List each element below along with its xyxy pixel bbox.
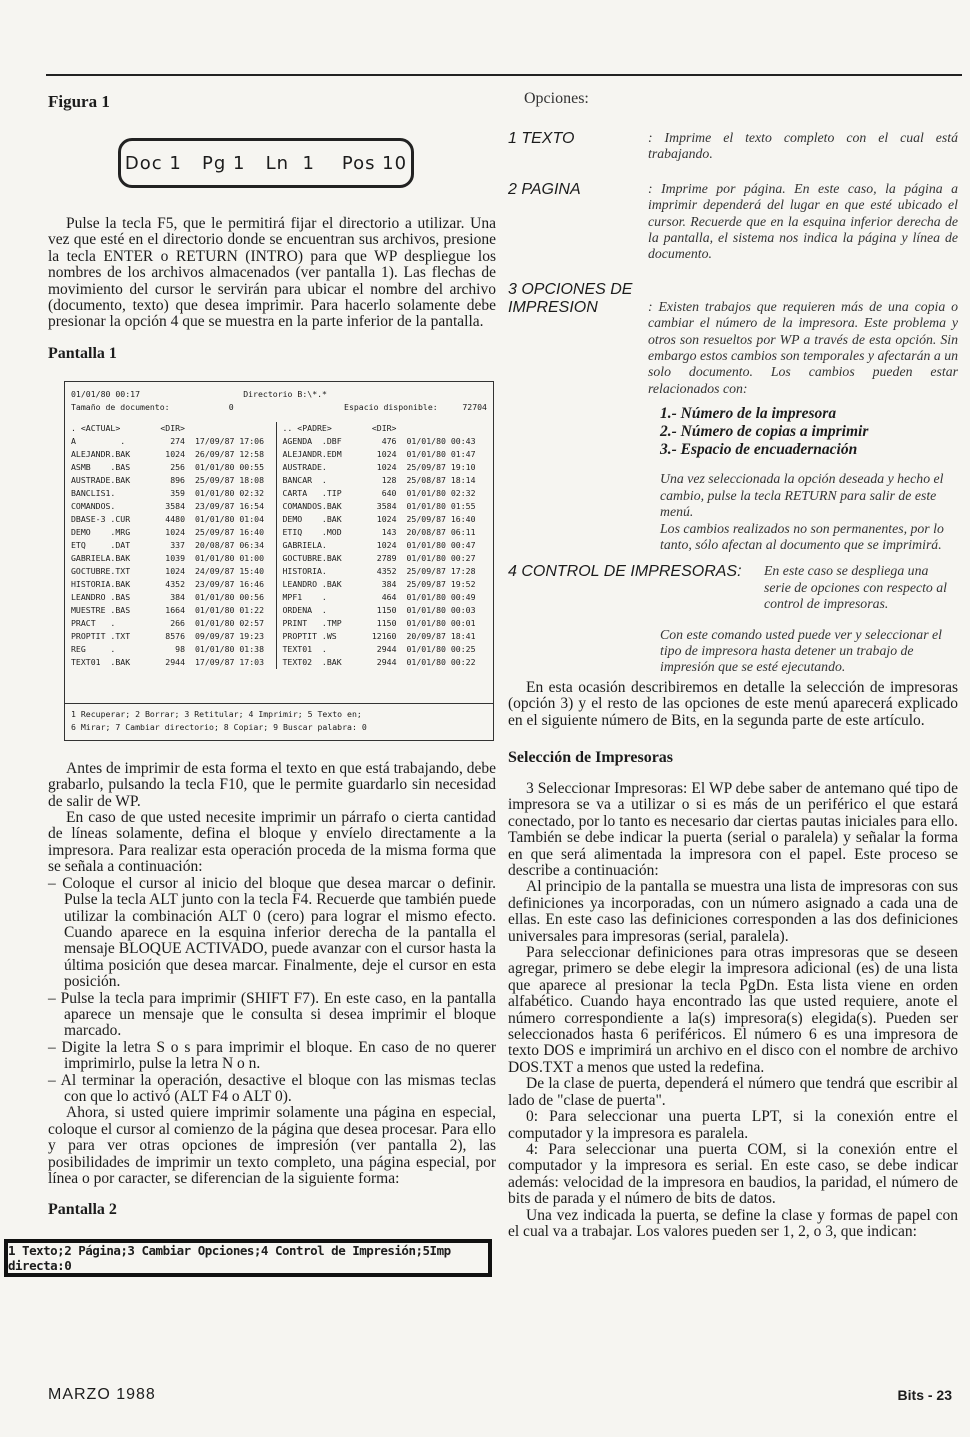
file-size: 274 [170,435,185,446]
file-name: TEXT02 .BAK [282,656,342,667]
free-space-value: 72704 [462,401,487,412]
option-pagina-desc: : Imprime por página. En este caso, la página a imprimir dependerá del lugar en que esté ubicado el cursor. Recuerde que en la esquina inferior derecha de la pantalla, el sistema nos indica la página y línea de documento. [648,180,958,262]
file-name: ASMB .BAS [71,461,131,472]
option-impresion-key-2: IMPRESION [508,298,598,316]
file-list-left [71,422,276,669]
file-size: 640 [381,487,397,498]
file-size: 1039 [165,552,185,563]
option-control-desc: En este caso se despliega una serie de opciones con respecto al control de impresoras. [764,563,948,612]
right-file-row [283,435,488,448]
file-date: 01/01/80 02:57 [195,617,265,628]
footer-page: Bits - 23 [897,1387,952,1403]
right-file-row [283,539,488,552]
file-size: 1024 [165,565,185,576]
file-size: 8576 [165,630,185,641]
file-date: 01/01/80 00:27 [406,552,476,563]
file-name: REG . [71,643,116,654]
doc-size-value: 0 [228,401,234,412]
file-name: LEANDRO .BAK [282,578,342,589]
file-date: 17/09/87 17:06 [195,435,265,446]
option-impresion-desc: : Existen trabajos que requieren más de una copia o cambiar el número de la impresora. Este problema y otros son resueltos por WP a través de esta opción. Sin embargo estos cambios son temporales y afectarán a un solo documento. Los cambios pueden estar relacionados con: [648,298,958,396]
top-rule [46,74,962,76]
file-size: 256 [170,461,185,472]
file-date: 17/09/87 17:03 [195,656,265,667]
file-size: 476 [381,435,397,446]
paragraph-definiciones: Para seleccionar definiciones para otras impresoras que se deseen agregar, primero se debe elegir la impresora adicional (es) de una lista que aparece al presionar la tecla PgDn. Esta lista viene en orden alfabético. Cuando haya encontrado las que usted requiere, anote el número correspondiente a la(s) impresora(s) elegida(s). Pueden ser seleccionados hasta 6 periféricos. El número 6 es una impresora de texto DOS e imprimirá un archivo en el disco con el nombre de archivo DOS.TXT a menos que usted la redefina. [508,944,958,1076]
file-date: 25/09/87 16:40 [195,526,265,537]
file-name: DBASE-3 .CUR [71,513,131,524]
file-size: 337 [170,539,185,550]
file-name: CARTA .TIP [282,487,342,498]
paragraph-seleccionar: 3 Seleccionar Impresoras: El WP debe saber de antemano qué tipo de impresora se va a utilizar o si es más de un periférico el que estará conectado, por lo tanto es necesario dar ciertas pautas iniciales para ello. También se debe indicar la puerta (serial o paralela) y señalar la forma en que será alimentada la impresora con el papel. Este proceso se describe a continuación: [508,779,958,879]
file-date: 01/01/80 01:04 [195,513,265,524]
file-size: 266 [170,617,185,628]
file-name: GOCTUBRE.BAK [282,552,342,563]
file-size: 4480 [165,513,185,524]
file-date: 23/09/87 16:54 [195,500,265,511]
left-file-row [71,578,276,591]
file-date: 20/08/87 06:34 [195,539,265,550]
right-file-row [283,565,488,578]
bullet-cursor: – Coloque el cursor al inicio del bloque que desea marcar o definir. Pulse la tecla ALT junto con la tecla F4. Recuerde que también puede utilizar la combinación ALT 0 (cero) para lograr el mismo efecto. Cuando aparece en la esquina inferior derecha de la pantalla el mensaje BLOQUE ACTIVADO, puede avanzar con el cursor hasta la última posición que desea marcar. Finalmente, deje el cursor en esta posición. [48,874,496,991]
file-name: PRACT . [71,617,116,628]
file-date: 01/01/80 01:22 [195,604,265,615]
paragraph-grabar: Antes de imprimir de esta forma el texto en que está trabajando, debe grabarlo, pulsando la tecla F10, que le permite guardarlo sin necesidad de salir de WP. [48,759,496,810]
file-date: 01/01/80 02:32 [195,487,265,498]
file-size: 4352 [376,565,397,576]
right-file-row [283,578,488,591]
file-date: 01/01/80 02:32 [406,487,476,498]
file-date: 26/09/87 12:58 [195,448,265,459]
file-date: 23/09/87 16:46 [195,578,265,589]
footer-date: MARZO 1988 [48,1386,156,1403]
file-size: 896 [170,474,185,485]
option-texto-desc: : Imprime el texto completo con el cual está trabajando. [648,130,958,162]
file-name: MUESTRE .BAS [71,604,131,615]
file-size: 464 [381,591,397,602]
screen-menu [65,703,493,740]
left-file-row [71,552,276,565]
intro-paragraph: Pulse la tecla F5, que le permitirá fijar el directorio a utilizar. Una vez que esté en el directorio donde se encuentran sus archivos, presione la tecla ENTER o RETURN (INTRO) para que WP despliegue los nombres de los archivos almacenados (ver pantalla 1). Las flechas de movimiento del cursor le servirán para ubicar el nombre del archivo (documento, texto) que desea imprimir. Para hacerlo solamente debe presionar la opción 4 que se muestra en la parte inferior de la pantalla. [48,215,496,331]
right-file-row [283,422,488,435]
file-date: 25/08/87 18:14 [406,474,476,485]
left-file-row [71,526,276,539]
file-date: 25/09/87 18:08 [195,474,265,485]
file-size: 2944 [165,656,185,667]
bullet-digite: – Digite la letra S o s para imprimir el bloque. En caso de no querer imprimirlo, pulse la letra N o n. [48,1038,496,1073]
file-date: 01/01/80 00:47 [406,539,476,550]
file-size: 98 [175,643,185,654]
left-file-row [71,591,276,604]
file-size: 1024 [376,539,397,550]
file-date: 01/01/80 00:43 [406,435,476,446]
file-name: ALEJANDR.BAK [71,448,131,459]
file-name: PRINT .TMP [282,617,342,628]
screen-date: 01/01/80 00:17 [71,388,141,399]
option-texto [508,130,958,163]
left-file-row [71,513,276,526]
file-size: 1024 [376,448,397,459]
file-size: 1024 [165,448,185,459]
paragraph-detalle: En esta ocasión describiremos en detalle la selección de impresoras (opción 3) y el resto de las opciones de este menú aparecerá explicado en el siguiente número de Bits, en la segunda parte de este artículo. [508,678,958,729]
file-name: MPF1 . [282,591,327,602]
right-file-row [283,461,488,474]
left-file-row [71,435,276,448]
bullet-terminar: – Al terminar la operación, desactive el bloque con las mismas teclas con que lo activó (ALT F4 o ALT 0). [48,1071,496,1105]
right-file-row [283,591,488,604]
file-date: 01/01/80 01:00 [195,552,265,563]
right-file-row [283,643,488,656]
file-name: PROPTIT .TXT [71,630,131,641]
file-name: . <ACTUAL> [71,422,121,433]
left-file-row [71,461,276,474]
file-name: GOCTUBRE.TXT [71,565,131,576]
file-size: 1024 [376,513,397,524]
file-name: AUSTRADE. [282,461,327,472]
paragraph-papel: Una vez indicada la puerta, se define la clase y formas de papel con el cual va a trabajar. Los valores pueden ser 1, 2, o 3, que indican: [508,1206,958,1240]
file-name: BANCAR . [282,474,327,485]
file-name: ORDENA . [282,604,327,615]
paragraph-puerta-com: 4: Para seleccionar una puerta COM, si la conexión entre el computador y la impresora es serial. En este caso, se debe indicar además: velocidad de la impresora en baudios, la paridad, el número de bits de parada y el número de bits de datos. [508,1140,958,1208]
file-name: GABRIELA.BAK [71,552,131,563]
impresion-item-3: 3.- Espacio de encuadernación [660,441,858,459]
option-control-note: Con este comando usted puede ver y seleccionar el tipo de impresora hasta detener un trabajo de impresión que se esté ejecutando. [660,626,942,675]
file-date: 01/01/80 00:55 [195,461,265,472]
left-column [8,92,496,1277]
option-impresion [508,281,958,553]
file-name: COMANDOS.BAK [282,500,342,511]
option-impresion-key-1: 3 OPCIONES DE [508,280,633,298]
paragraph-puerta-lpt: 0: Para seleccionar una puerta LPT, si la conexión entre el computador y la impresora es paralela. [508,1108,958,1142]
directory-screen [64,381,494,741]
file-name: AGENDA .DBF [282,435,342,446]
file-name: COMANDOS. [71,500,116,511]
file-size: 384 [381,578,397,589]
right-file-row [283,604,488,617]
left-file-row [71,604,276,617]
file-date: 01/01/80 00:25 [406,643,476,654]
option-control-key: 4 CONTROL DE IMPRESORAS: [508,563,742,581]
left-file-row [71,565,276,578]
impresion-note-2: Los cambios realizados no son permanentes, por lo tanto, sólo afectan al documento que se imprimirá. [660,520,944,552]
figure-title: Figura 1 [48,92,110,111]
left-file-row [71,539,276,552]
file-name: DEMO .MRG [71,526,131,537]
file-size: <DIR> [371,422,397,433]
file-name: PROPTIT .WS [282,630,337,641]
file-name: TEXT01 .BAK [71,656,131,667]
file-date: 25/09/87 16:40 [406,513,476,524]
file-date: 09/09/87 19:23 [195,630,265,641]
file-date: 01/01/80 00:03 [406,604,476,615]
free-space-label: Espacio disponible: [344,401,438,412]
file-name: A . [71,435,126,446]
file-name: HISTORIA.BAK [71,578,131,589]
right-file-row [283,474,488,487]
paragraph-bloque: En caso de que usted necesite imprimir un párrafo o cierta cantidad de líneas solamente, defina el bloque y envíelo directamente a la impresora. Para realizar esta operación proceda de la misma forma que se señala a continuación: [48,809,496,876]
file-date: 25/09/87 17:28 [406,565,476,576]
left-file-row [71,448,276,461]
file-size: 359 [170,487,185,498]
print-menu-bar: 1 Texto;2 Página;3 Cambiar Opciones;4 Control de Impresión;5Imp directa:0 [4,1239,492,1277]
file-size: 2944 [376,656,397,667]
left-file-row [71,656,276,669]
option-pagina-key: 2 PAGINA [508,180,581,198]
right-column [508,90,958,1240]
file-date: 01/01/80 01:38 [195,643,265,654]
doc-size-label: Tamaño de documento: [71,401,170,412]
file-size: 1024 [165,526,185,537]
status-line-box: Doc 1 Pg 1 Ln 1 Pos 10 [118,138,414,188]
right-file-row [283,500,488,513]
paragraph-clase-puerta: De la clase de puerta, dependerá el número que tendrá que escribir al lado de "clase de puerta". [508,1075,958,1109]
file-date: 01/01/80 00:01 [406,617,476,628]
file-date: 01/01/80 01:47 [406,448,476,459]
file-size: 3584 [165,500,185,511]
file-size: 384 [170,591,185,602]
file-name: HISTORIA. [282,565,327,576]
file-size: 2944 [376,643,397,654]
file-date: 01/01/80 00:56 [195,591,265,602]
file-size: 12160 [371,630,397,641]
file-name: DEMO .BAK [282,513,342,524]
right-file-row [283,487,488,500]
file-name: GABRIELA. [282,539,327,550]
file-size: <DIR> [160,422,185,433]
option-control [508,563,958,675]
option-pagina [508,181,958,263]
file-size: 128 [381,474,397,485]
file-list-right [276,422,488,669]
file-date: 20/08/87 06:11 [406,526,476,537]
file-size: 1664 [165,604,185,615]
impresion-item-2: 2.- Número de copias a imprimir [660,423,869,441]
file-size: 3584 [376,500,397,511]
left-file-row [71,500,276,513]
file-size: 2789 [376,552,397,563]
pantalla2-title: Pantalla 2 [48,1201,117,1219]
file-date: 25/09/87 19:52 [406,578,476,589]
file-name: BANCLIS1. [71,487,116,498]
file-name: LEANDRO .BAS [71,591,131,602]
screen-menu-line-2: 6 Mirar; 7 Cambiar directorio; 8 Copiar; 9 Buscar palabra: 0 [71,721,367,732]
right-file-row [283,656,488,669]
file-size: 1024 [376,461,397,472]
left-file-row [71,422,276,435]
file-size: 1150 [376,617,397,628]
bullet-shift-f7: – Pulse la tecla para imprimir (SHIFT F7). En este caso, en la pantalla aparece un mensaje que le consulta si desea imprimir el bloque marcado. [48,989,496,1040]
file-name: ETIQ .MOD [282,526,342,537]
right-file-row [283,448,488,461]
right-file-row [283,617,488,630]
file-date: 25/09/87 19:10 [406,461,476,472]
right-file-row [283,526,488,539]
file-size: 143 [381,526,397,537]
file-date: 01/01/80 01:55 [406,500,476,511]
file-size: 4352 [165,578,185,589]
file-name: ALEJANDR.EDM [282,448,342,459]
screen-directory: Directorio B:\*.* [243,388,327,399]
impresion-item-1: 1.- Número de la impresora [660,405,837,423]
option-texto-key: 1 TEXTO [508,130,575,147]
left-file-row [71,487,276,500]
left-file-row [71,474,276,487]
file-date: 24/09/87 15:40 [195,565,265,576]
file-size: 1150 [376,604,397,615]
file-name: AUSTRADE.BAK [71,474,131,485]
pantalla1-title: Pantalla 1 [48,344,117,362]
paragraph-pagina: Ahora, si usted quiere imprimir solamente una página en especial, coloque el cursor al comienzo de la página que desea procesar. Para ello y para ver otras opciones de impresión (ver pantalla 2), las posibilidades de imprimir un texto completo, una página especial, por línea o por caracter, se diferencian de la siguiente forma: [48,1104,496,1187]
file-name: .. <PADRE> [282,422,332,433]
right-file-row [283,552,488,565]
file-date: 01/01/80 00:49 [406,591,476,602]
right-file-row [283,513,488,526]
left-file-row [71,617,276,630]
file-name: TEXT01 . [282,643,327,654]
options-heading: Opciones: [524,90,589,107]
right-file-row [283,630,488,643]
file-date: 20/09/87 18:41 [406,630,476,641]
left-file-row [71,630,276,643]
section-title-seleccion: Selección de Impresoras [508,748,674,766]
screen-menu-line-1: 1 Recuperar; 2 Borrar; 3 Retitular; 4 Imprimir; 5 Texto en; [71,708,362,719]
left-file-row [71,643,276,656]
paragraph-lista: Al principio de la pantalla se muestra una lista de impresoras con sus definiciones ya incorporadas, con un número asignado a cada una de ellas. En este caso las definiciones corresponden a las dos definiciones universales para impresoras (serial, paralela). [508,878,958,945]
impresion-note-1: Una vez seleccionada la opción deseada y hecho el cambio, pulse la tecla RETURN para salir de este menú. [660,471,944,520]
file-date: 01/01/80 00:22 [406,656,476,667]
file-name: ETQ .DAT [71,539,131,550]
